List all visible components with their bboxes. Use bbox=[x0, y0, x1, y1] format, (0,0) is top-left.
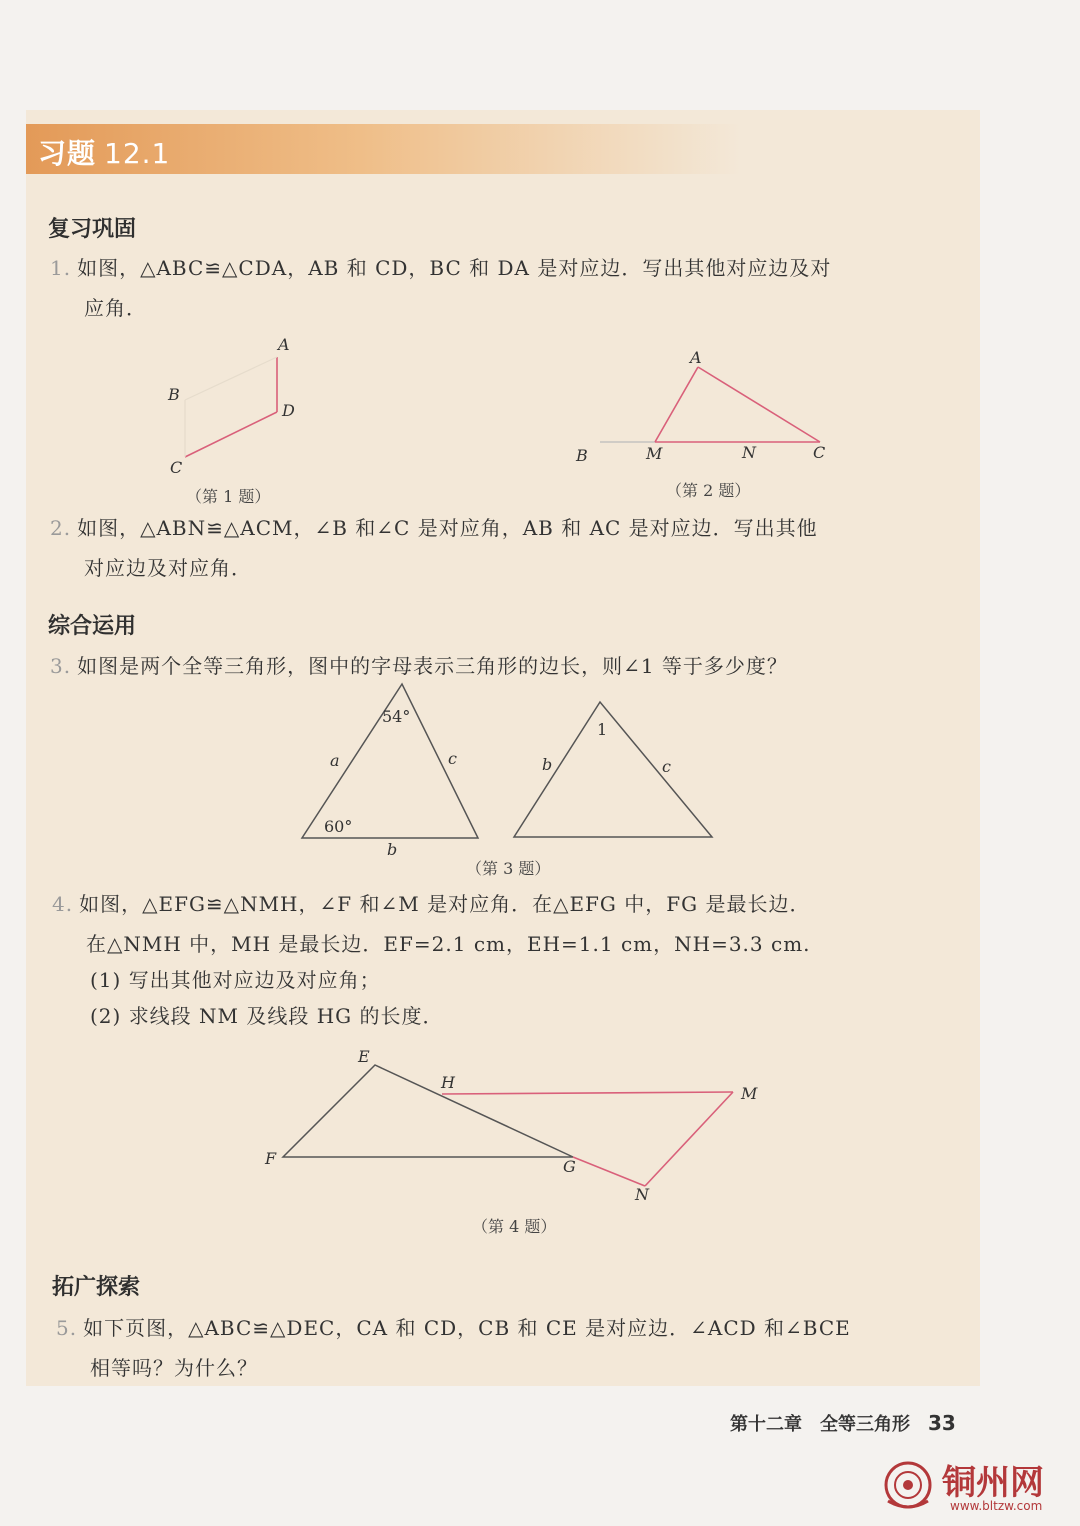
page-number: 33 bbox=[928, 1411, 956, 1435]
problem-4 bbox=[52, 884, 972, 964]
fig4-triangle-efg bbox=[283, 1065, 573, 1157]
fig4-label-e: E bbox=[358, 1047, 370, 1066]
problem-text: 如图，△EFG≌△NMH，∠F 和∠M 是对应角．在△EFG 中，FG 是最长边． bbox=[79, 892, 811, 916]
problem-5 bbox=[56, 1308, 976, 1388]
fig4-label-n: N bbox=[635, 1185, 649, 1204]
fig2-line-ma bbox=[655, 367, 698, 442]
figure-4-caption: （第 4 题） bbox=[472, 1217, 557, 1236]
problem-4-sub-2: (2) 求线段 NM 及线段 HG 的长度． bbox=[90, 1004, 444, 1028]
figure-3 bbox=[290, 680, 730, 860]
problem-text-cont: 对应边及对应角． bbox=[84, 556, 252, 580]
fig3-side-b2: b bbox=[542, 755, 553, 774]
problem-number: 5. bbox=[56, 1316, 78, 1340]
section-apply: 综合运用 bbox=[48, 614, 137, 639]
figure-4 bbox=[255, 1040, 775, 1210]
problem-text-cont: 在△NMH 中，MH 是最长边．EF=2.1 cm，EH=1.1 cm，NH=3.3 cm. bbox=[86, 932, 811, 956]
figure-2 bbox=[570, 345, 840, 470]
fig1-label-a: A bbox=[278, 335, 290, 354]
fig2-label-n: N bbox=[742, 443, 756, 462]
fig1-label-d: D bbox=[282, 401, 295, 420]
exercise-header bbox=[26, 124, 980, 174]
fig2-line-ac bbox=[698, 367, 820, 442]
section-review: 复习巩固 bbox=[48, 217, 137, 242]
fig3-side-c: c bbox=[448, 749, 457, 768]
problem-4-sub-1: (1) 写出其他对应边及对应角； bbox=[90, 968, 381, 992]
fig2-label-b: B bbox=[576, 446, 588, 465]
watermark-seal-icon bbox=[880, 1457, 936, 1513]
fig4-line-hm bbox=[442, 1092, 733, 1094]
fig1-label-c: C bbox=[170, 458, 183, 477]
watermark-url: www.bltzw.com bbox=[950, 1499, 1043, 1513]
figure-3-caption: （第 3 题） bbox=[466, 859, 551, 878]
fig3-angle-54: 54° bbox=[382, 707, 411, 726]
figure-1 bbox=[160, 330, 310, 480]
page-footer bbox=[730, 1410, 956, 1436]
problem-text: 如图，△ABC≌△CDA，AB 和 CD，BC 和 DA 是对应边．写出其他对应边及对 bbox=[77, 256, 832, 280]
fig3-side-a: a bbox=[330, 751, 340, 770]
fig1-line-dc bbox=[185, 412, 277, 457]
fig4-label-m: M bbox=[741, 1084, 758, 1103]
problem-text: 如图是两个全等三角形，图中的字母表示三角形的边长，则∠1 等于多少度？ bbox=[77, 654, 788, 678]
exercise-title bbox=[38, 132, 170, 172]
fig3-side-b: b bbox=[387, 840, 398, 859]
section-explore: 拓广探索 bbox=[52, 1275, 141, 1300]
fig4-line-ng bbox=[573, 1157, 645, 1186]
problem-text-cont: 相等吗？为什么？ bbox=[90, 1356, 258, 1380]
problem-text: 如图，△ABN≌△ACM，∠B 和∠C 是对应角，AB 和 AC 是对应边．写出其他 bbox=[77, 516, 818, 540]
fig3-side-c2: c bbox=[662, 757, 671, 776]
problem-number: 3. bbox=[50, 654, 72, 678]
problem-number: 4. bbox=[52, 892, 74, 916]
title-number: 12.1 bbox=[104, 137, 171, 170]
problem-1 bbox=[50, 248, 970, 328]
title-label: 习题 bbox=[38, 137, 97, 170]
figure-2-caption: （第 2 题） bbox=[666, 481, 751, 500]
fig2-label-a: A bbox=[690, 348, 702, 367]
watermark-name: 铜州网 bbox=[942, 1463, 1044, 1503]
problem-2 bbox=[50, 508, 970, 588]
fig4-label-h: H bbox=[441, 1073, 455, 1092]
fig3-angle-1: 1 bbox=[597, 720, 608, 739]
fig4-label-f: F bbox=[265, 1149, 277, 1168]
site-watermark bbox=[880, 1455, 1070, 1515]
fig2-label-m: M bbox=[646, 444, 663, 463]
fig1-line-ba bbox=[185, 357, 277, 400]
problem-number: 2. bbox=[50, 516, 72, 540]
problem-number: 1. bbox=[50, 256, 72, 280]
fig3-angle-60: 60° bbox=[324, 817, 353, 836]
fig2-label-c: C bbox=[813, 443, 826, 462]
fig4-label-g: G bbox=[563, 1157, 576, 1176]
figure-1-caption: （第 1 题） bbox=[186, 487, 271, 506]
chapter-title: 第十二章 全等三角形 bbox=[730, 1414, 910, 1435]
problem-text-cont: 应角． bbox=[84, 296, 147, 320]
fig1-label-b: B bbox=[168, 385, 180, 404]
fig4-line-mn bbox=[645, 1092, 733, 1186]
problem-text: 如下页图，△ABC≌△DEC，CA 和 CD，CB 和 CE 是对应边．∠ACD 和∠BCE bbox=[83, 1316, 851, 1340]
